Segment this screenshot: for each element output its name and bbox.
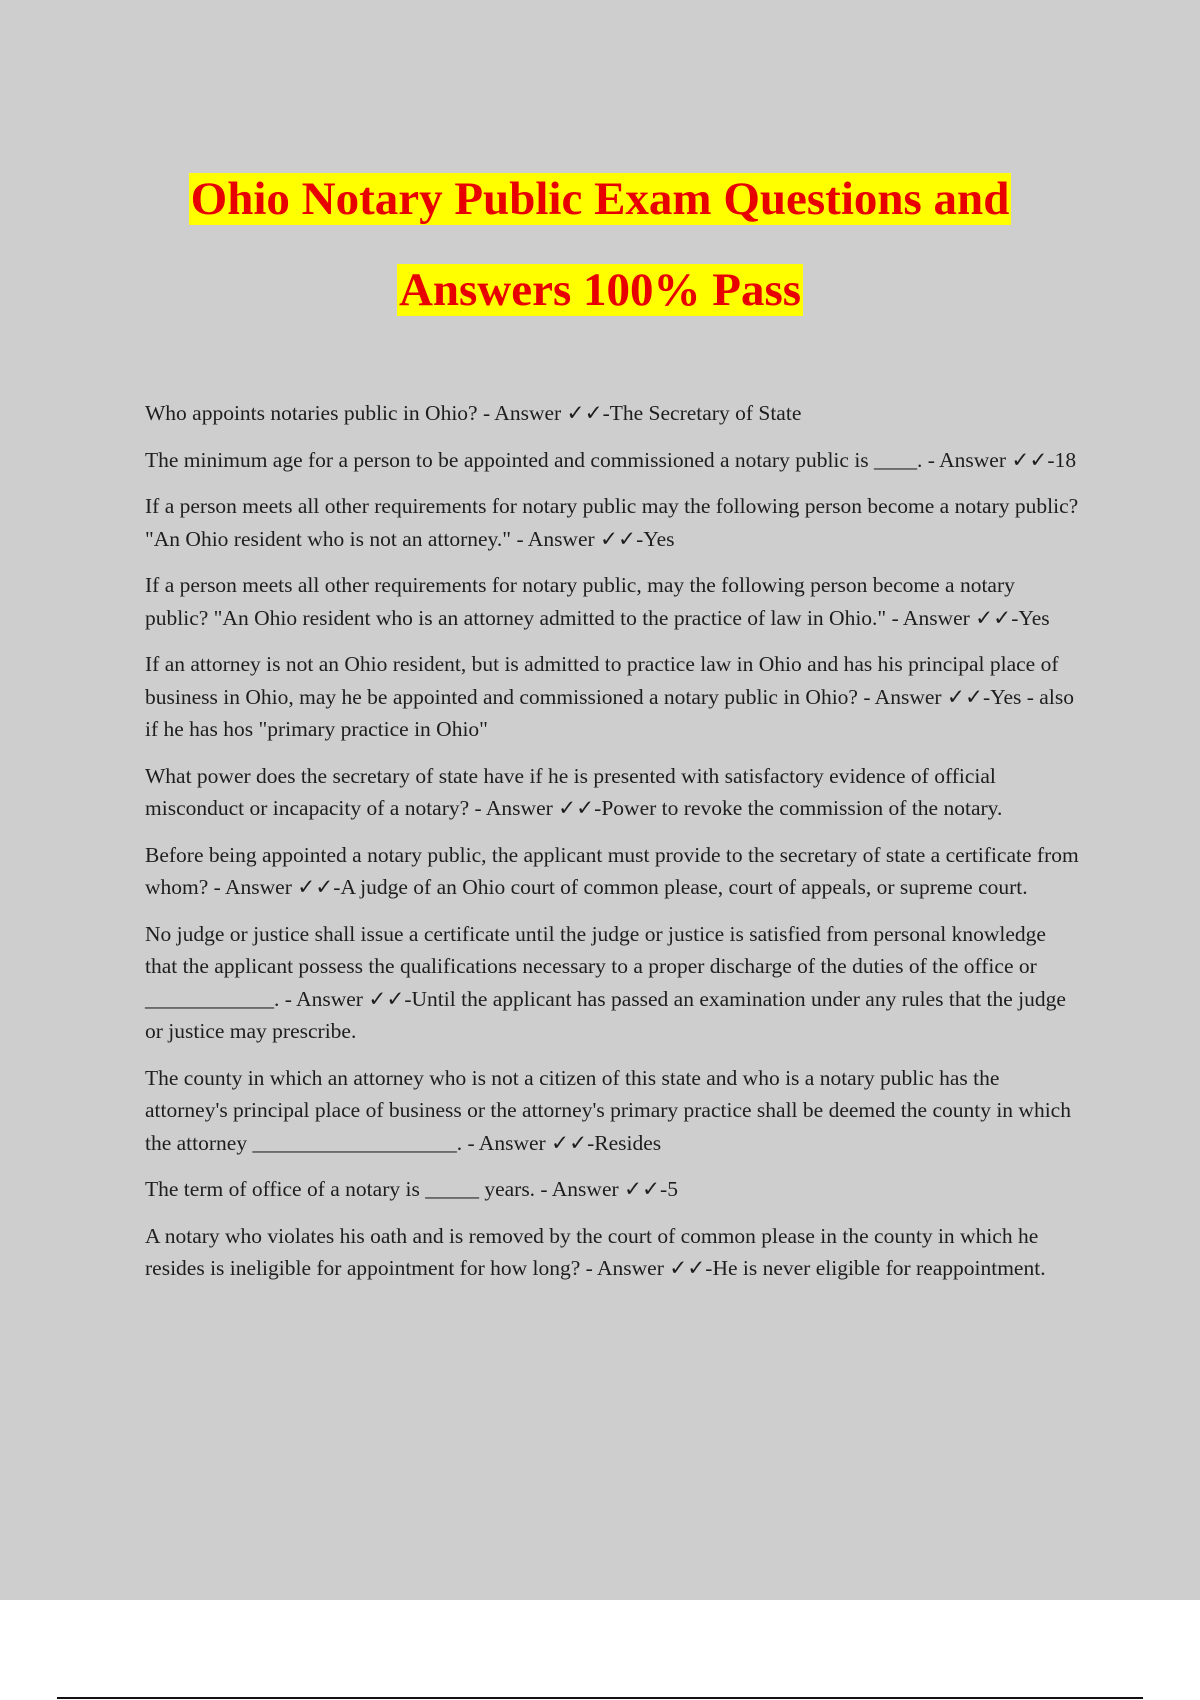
- title-line-1-text: Ohio Notary Public Exam Questions and: [190, 173, 1010, 225]
- qa-item-1: Who appoints notaries public in Ohio? - Answer ✓✓-The Secretary of State: [145, 401, 802, 425]
- qa-item-4: If a person meets all other requirements for notary public, may the following person become a notary public? "An Ohio resident who is an attorney admitted to the practice of law in Ohio." - Answer ✓✓-Yes: [145, 573, 1050, 630]
- qa-item-2: The minimum age for a person to be appointed and commissioned a notary public is ____. - Answer ✓✓-18: [145, 447, 1077, 472]
- title-line-2: [0, 259, 1200, 350]
- qa-item-10: The term of office of a notary is _____ years. - Answer ✓✓-5: [145, 1177, 678, 1201]
- qa-item-3: If a person meets all other requirements for notary public may the following person become a notary public? "An Ohio resident who is not an attorney." - Answer ✓✓-Yes: [145, 494, 1079, 551]
- qa-item-11: A notary who violates his oath and is removed by the court of common please in the county in which he resides is ineligible for appointment for how long? - Answer ✓✓-He is never eligible for reappointment.: [145, 1223, 1046, 1280]
- qa-item-6: What power does the secretary of state have if he is presented with satisfactory evidence of official misconduct or incapacity of a notary? - Answer ✓✓-Power to revoke the commission of the notary.: [145, 763, 1003, 820]
- qa-item-7: Before being appointed a notary public, the applicant must provide to the secretary of state a certificate from whom? - Answer ✓✓-A judge of an Ohio court of common please, court of appeals, or supreme court.: [145, 842, 1079, 899]
- title-line-2-text: Answers 100% Pass: [398, 264, 802, 316]
- question-answer-list: [145, 397, 1080, 1299]
- qa-item-8: No judge or justice shall issue a certificate until the judge or justice is satisfied from personal knowledge that the applicant possess the qualifications necessary to a proper discharge of the duties of the office or ____________. - Answer ✓✓-Until the applicant has passed an examination under any rules that the judge or justice may prescribe.: [145, 921, 1066, 1043]
- document-title: [0, 168, 1200, 350]
- footer-divider: [57, 1697, 1143, 1699]
- qa-item-9: The county in which an attorney who is not a citizen of this state and who is a notary public has the attorney's principal place of business or the attorney's primary practice shall be deemed the county in which the attorney ___________________. - Answer ✓✓-Resides: [145, 1065, 1071, 1155]
- qa-item-5: If an attorney is not an Ohio resident, but is admitted to practice law in Ohio and has his principal place of business in Ohio, may he be appointed and commissioned a notary public in Ohio? - Answer ✓✓-Yes - also if he has hos "primary practice in Ohio": [145, 652, 1074, 741]
- title-line-1: [0, 168, 1200, 259]
